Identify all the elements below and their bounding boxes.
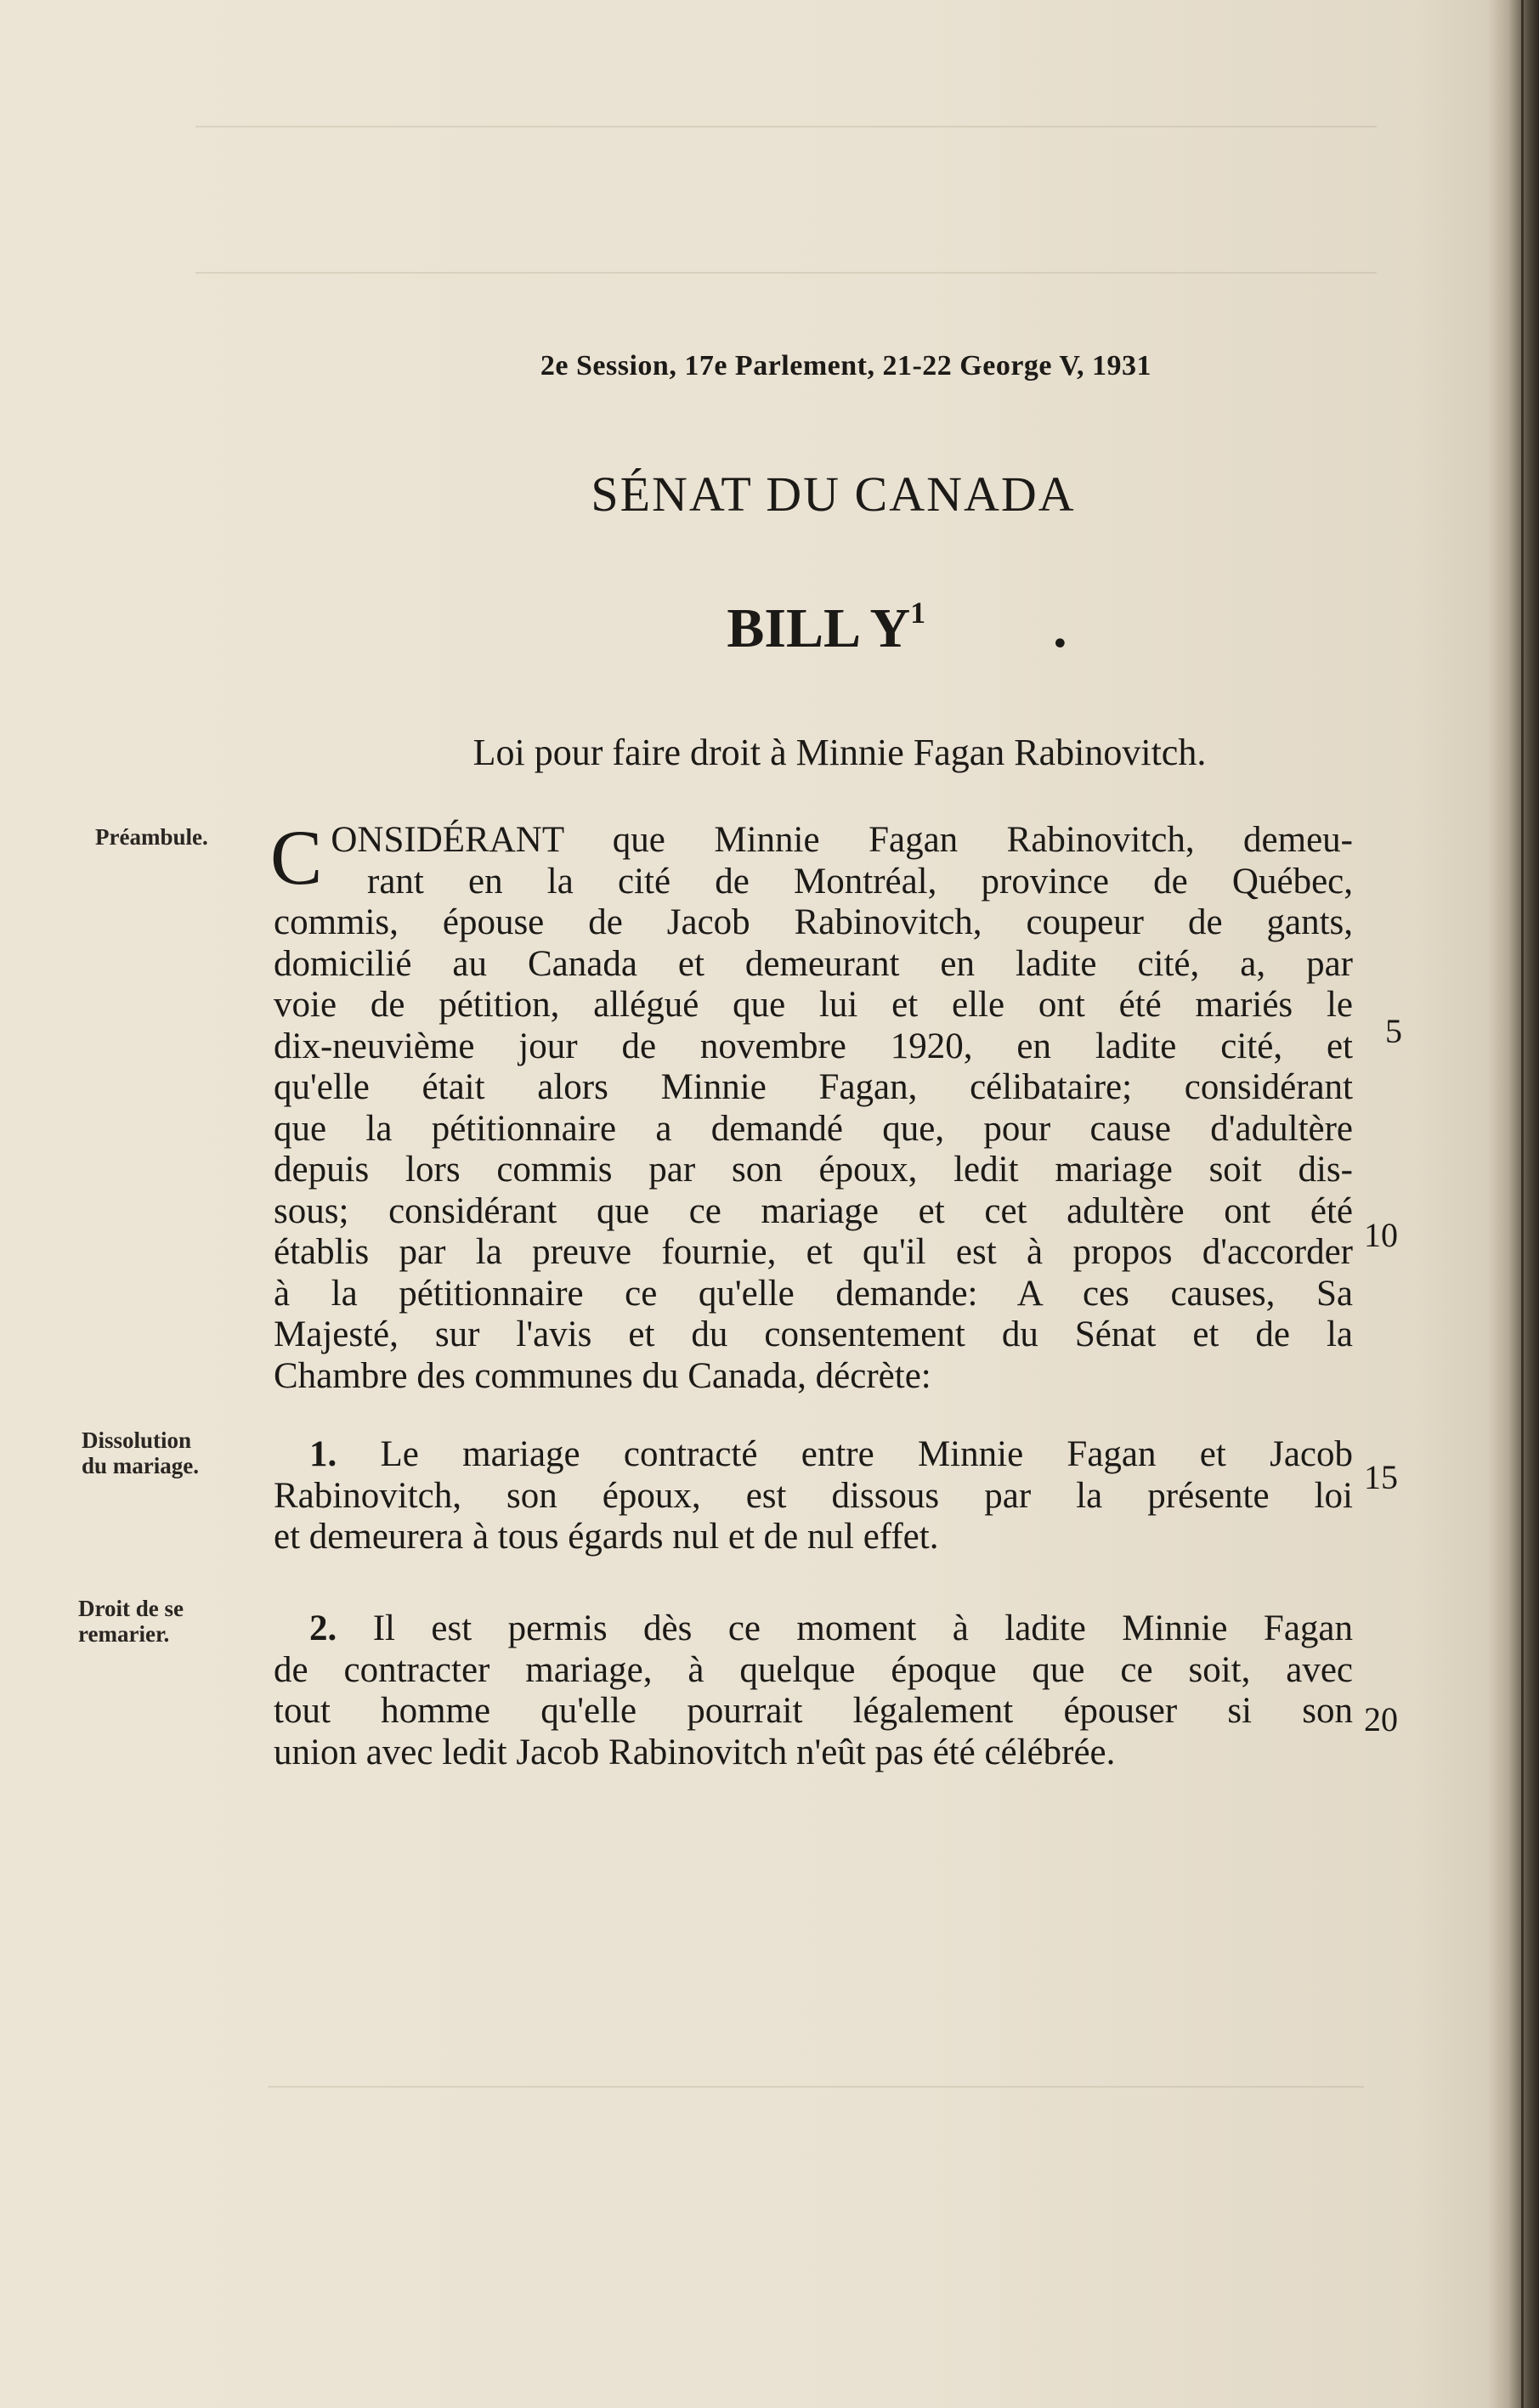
bleed-through-rule <box>195 272 1377 274</box>
line-number-5: 5 <box>1385 1012 1402 1050</box>
preamble-line: Majesté, sur l'avis et du consentement du Sénat et de la <box>274 1314 1353 1354</box>
margin-note-remarry-line2: remarier. <box>78 1621 170 1647</box>
bleed-through-rule <box>195 126 1377 127</box>
preamble-line: que la pétitionnaire a demandé que, pour cause d'adultère <box>274 1108 1353 1149</box>
article-1 <box>274 1434 1353 1558</box>
bill-title-period: . <box>1053 597 1067 659</box>
chamber-title <box>0 466 1539 523</box>
chamber-title-text: SÉNAT DU CANADA <box>591 466 1076 522</box>
margin-note-remarry-line1: Droit de se <box>78 1596 184 1621</box>
article-2-number: 2. <box>309 1608 337 1648</box>
bill-title <box>0 595 1539 661</box>
preamble-line: Chambre des communes du Canada, décrète: <box>274 1355 931 1396</box>
margin-note-remarry <box>78 1596 248 1647</box>
preamble-line: qu'elle était alors Minnie Fagan, célibataire; considérant <box>274 1067 1353 1107</box>
article-2-line <box>274 1608 1353 1650</box>
line-number-20: 20 <box>1364 1700 1398 1738</box>
preamble-line: voie de pétition, allégué que lui et elle ont été mariés le <box>274 985 1353 1025</box>
bill-title-wrap <box>599 595 1067 661</box>
article-2-line: tout homme qu'elle pourrait légalement épouser si son <box>274 1691 1353 1731</box>
preamble-line: domicilié au Canada et demeurant en ladite cité, a, par <box>274 943 1353 984</box>
preamble-line: depuis lors commis par son époux, ledit mariage soit dis- <box>274 1150 1353 1190</box>
preamble-line: à la pétitionnaire ce qu'elle demande: A ces causes, Sa <box>274 1273 1353 1314</box>
article-1-line <box>274 1434 1353 1476</box>
bill-subtitle-text: Loi pour faire droit à Minnie Fagan Rabinovitch. <box>472 732 1207 773</box>
session-header <box>0 350 1539 382</box>
bill-superscript: 1 <box>910 596 926 630</box>
article-2-line-text: Il est permis dès ce moment à ladite Minnie Fagan <box>372 1608 1353 1648</box>
article-1-line: Rabinovitch, son époux, est dissous par la présente loi <box>274 1475 1353 1516</box>
article-1-line-text: Le mariage contracté entre Minnie Fagan et Jacob <box>380 1434 1353 1474</box>
session-line: 2e Session, 17e Parlement, 21-22 George V, 1931 <box>540 350 1152 382</box>
preamble-line-text: ONSIDÉRANT que Minnie Fagan Rabinovitch, demeu- <box>331 820 1353 860</box>
margin-note-preamble: Préambule. <box>95 824 208 850</box>
margin-note-dissolution <box>82 1427 252 1478</box>
article-1-number: 1. <box>309 1434 337 1474</box>
preamble-line: dix-neuvième jour de novembre 1920, en ladite cité, et <box>274 1026 1353 1066</box>
article-2-line: de contracter mariage, à quelque époque que ce soit, avec <box>274 1649 1353 1690</box>
drop-cap: C <box>270 814 323 901</box>
preamble-line: établis par la preuve fournie, et qu'il est à propos d'accorder <box>274 1232 1353 1272</box>
bleed-through-rule <box>268 2086 1364 2088</box>
article-2 <box>274 1608 1353 1773</box>
article-1-line: et demeurera à tous égards nul et de nul effet. <box>274 1517 939 1557</box>
article-2-line: union avec ledit Jacob Rabinovitch n'eût pas été célébrée. <box>274 1732 1116 1772</box>
bill-title-text: BILL Y <box>727 597 911 659</box>
line-number-15: 15 <box>1364 1458 1398 1496</box>
line-number-10: 10 <box>1364 1216 1398 1254</box>
preamble-line: commis, épouse de Jacob Rabinovitch, coupeur de gants, <box>274 902 1353 942</box>
preamble-line: sous; considérant que ce mariage et cet adultère ont été <box>274 1190 1353 1231</box>
preamble-paragraph <box>270 814 1353 1397</box>
bill-subtitle <box>0 731 1539 774</box>
margin-note-dissolution-line1: Dissolution <box>82 1427 192 1453</box>
preamble-line: rant en la cité de Montréal, province de Québec, <box>367 861 1353 902</box>
margin-note-dissolution-line2: du mariage. <box>82 1453 199 1478</box>
